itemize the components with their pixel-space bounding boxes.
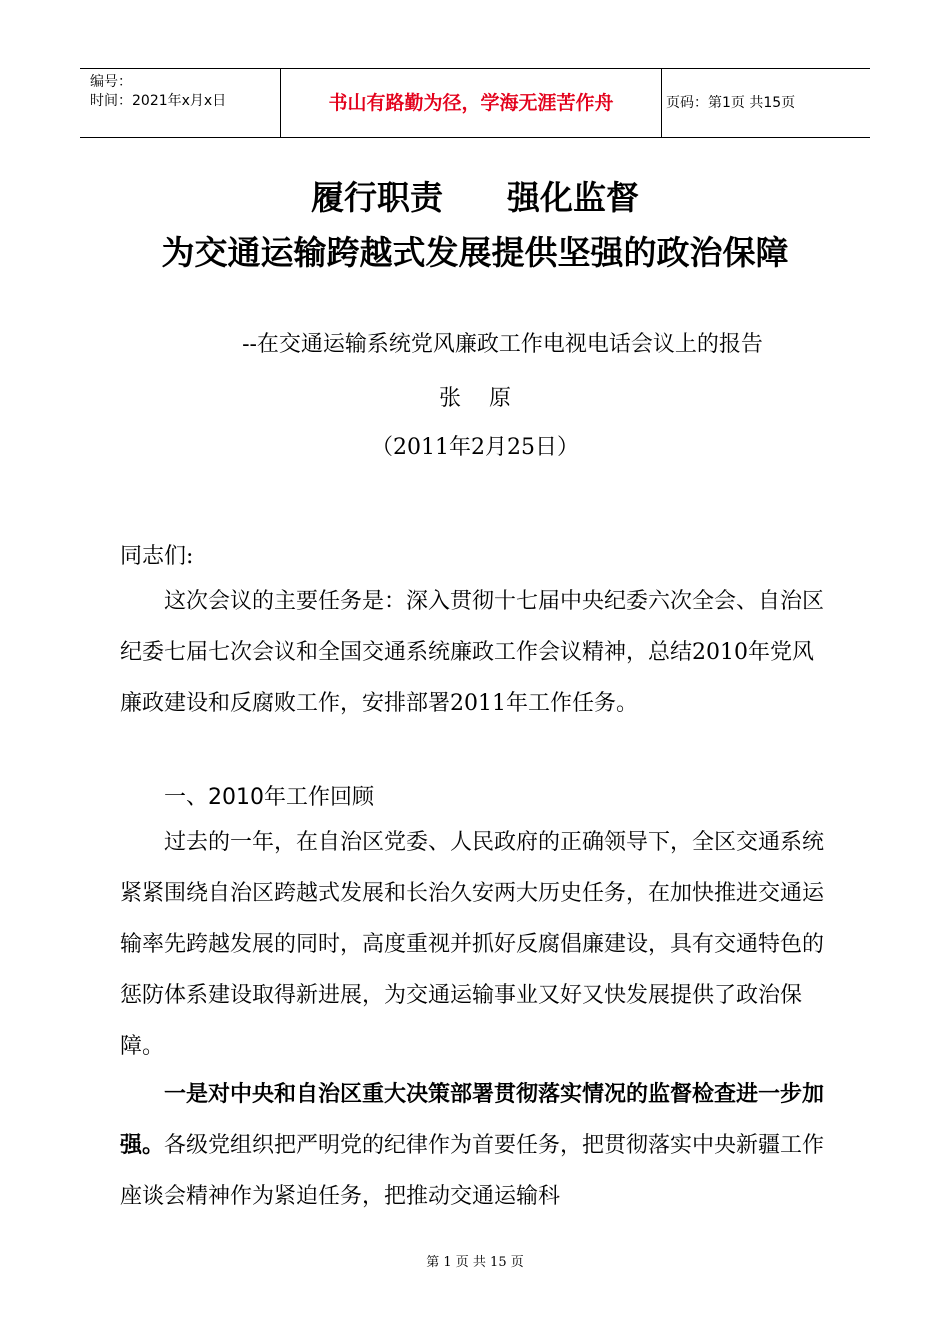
paragraph-review: 过去的一年，在自治区党委、人民政府的正确领导下，全区交通系统紧紧围绕自治区跨越式发展和长治久安两大历史任务，在加快推进交通运输率先跨越发展的同时，高度重视并抓好反腐倡廉建设，具有交通特色的惩防体系建设取得新进展，为交通运输事业又好又快发展提供了政治保障。 (120, 830, 825, 1059)
title-line-1 (0, 172, 950, 219)
point-1-text: 各级党组织把严明党的纪律作为首要任务，把贯彻落实中央新疆工作座谈会精神作为紧迫任务，把推动交通运输科 (120, 1133, 825, 1209)
paragraph-intro: 这次会议的主要任务是：深入贯彻十七届中央纪委六次全会、自治区纪委七届七次会议和全国交通系统廉政工作会议精神，总结2010年党风廉政建设和反腐败工作，安排部署2011年工作任务。 (120, 589, 825, 716)
title-part-2: 强化监督 (507, 178, 639, 217)
subtitle-date: （2011年2月25日） (371, 435, 579, 460)
page-footer: 第 1 页 共 15 页 (426, 1255, 524, 1270)
header-info-cell (80, 69, 281, 137)
document-number: 编号： (90, 74, 132, 90)
section-heading-1: 一、2010年工作回顾 (164, 785, 374, 810)
subtitle-occasion: --在交通运输系统党风廉政工作电视电话会议上的报告 (242, 332, 763, 357)
paragraph-point-1 (120, 1069, 835, 1222)
title-part-1: 履行职责 (311, 178, 443, 217)
title-line-2: 为交通运输跨越式发展提供坚强的政治保障 (161, 233, 789, 272)
document-header (80, 68, 870, 138)
header-motto: 书山有路勤为径，学海无涯苦作舟 (281, 69, 662, 137)
subtitle-author: 张 原 (439, 386, 511, 411)
point-1-lead: 一是对中央和自治区重大决策部署贯彻落实情况的监督检查进一步加强。 (120, 1081, 825, 1158)
greeting: 同志们: (120, 544, 194, 569)
document-time: 时间：2021年x月x日 (90, 93, 227, 109)
header-page-number: 页码：第1页 共15页 (666, 95, 796, 111)
